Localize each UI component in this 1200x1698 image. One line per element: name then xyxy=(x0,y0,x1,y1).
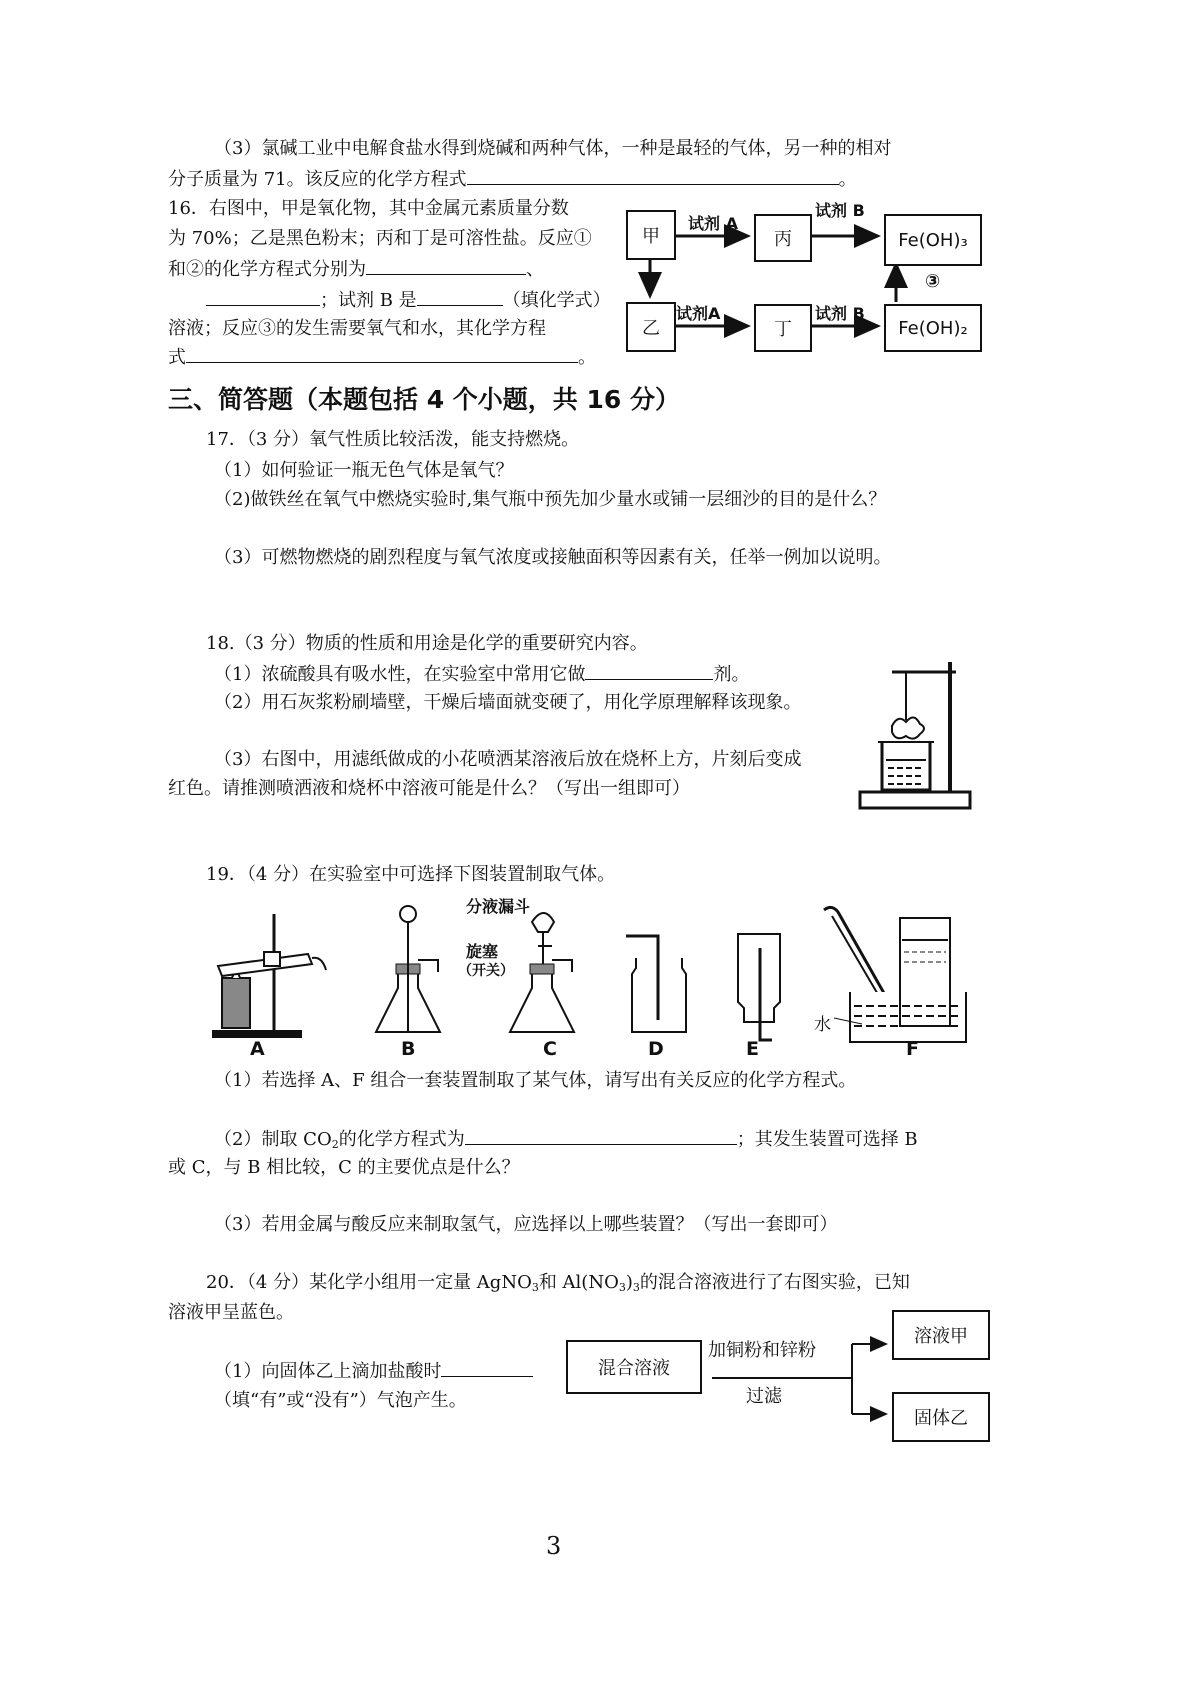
box-bing: 丙 xyxy=(754,214,812,262)
q19-part2-text3: ；其发生装置可选择 B xyxy=(736,1129,918,1150)
q19-stem: 19．（4 分）在实验室中可选择下图装置制取气体。 xyxy=(206,864,616,885)
label-reagent-b-top: 试剂 B xyxy=(815,201,865,220)
box-feoh2: Fe(OH)₂ xyxy=(884,304,982,352)
label-reagent-b-bottom: 试剂 B xyxy=(815,304,865,323)
q18-part3-line1: （3）右图中，用滤纸做成的小花喷洒某溶液后放在烧杯上方，片刻后变成 xyxy=(214,749,802,770)
label-water: 水 xyxy=(814,1015,831,1035)
page-number: 3 xyxy=(546,1532,562,1560)
label-reaction-3: ③ xyxy=(925,271,941,292)
q18-part3-line2: 红色。请推测喷洒液和烧杯中溶液可能是什么？（写出一组即可） xyxy=(168,778,690,799)
q19-part2-text2: 的化学方程式为 xyxy=(338,1129,465,1150)
section-heading: 三、简答题（本题包括 4 个小题，共 16 分） xyxy=(168,385,681,414)
q20-part1-text: （1）向固体乙上滴加盐酸时 xyxy=(214,1361,442,1382)
q15-part3-text: 分子质量为 71。该反应的化学方程式 xyxy=(168,169,467,190)
q16-line2: 为 70%；乙是黑色粉末；丙和丁是可溶性盐。反应① xyxy=(168,228,592,249)
box-solution-jia: 溶液甲 xyxy=(892,1310,990,1360)
q20-stem-text2: 和 Al(NO xyxy=(538,1272,619,1293)
q16-line1: 16．右图中，甲是氧化物，其中金属元素质量分数 xyxy=(168,198,569,219)
q16-line5: 溶液；反应③的发生需要氧气和水，其化学方程 xyxy=(168,318,546,339)
q16-line6-text: 式 xyxy=(168,347,186,368)
period: 。 xyxy=(838,169,857,190)
q17-part2: （2)做铁丝在氧气中燃烧实验时,集气瓶中预先加少量水或铺一层细沙的目的是什么？ xyxy=(214,489,887,510)
q17-part3: （3）可燃物燃烧的剧烈程度与氧气浓度或接触面积等因素有关，任举一例加以说明。 xyxy=(214,547,892,568)
box-mixed-solution: 混合溶液 xyxy=(566,1340,702,1394)
apparatus-label-e: E xyxy=(746,1038,759,1060)
box-yi: 乙 xyxy=(626,302,676,352)
q20-stem-text4: 的混合溶液进行了右图实验，已知 xyxy=(639,1272,910,1293)
label-add-cu-zn: 加铜粉和锌粉 xyxy=(708,1340,816,1361)
box-solid-yi: 固体乙 xyxy=(892,1392,990,1442)
subscript: 2 xyxy=(331,1138,339,1151)
subscript: 3 xyxy=(531,1281,539,1294)
apparatus-label-c: C xyxy=(543,1038,557,1060)
q20-part1-line2: （填“有”或“没有”）气泡产生。 xyxy=(214,1390,467,1411)
label-separatory-funnel: 分液漏斗 xyxy=(466,897,531,916)
box-feoh3: Fe(OH)₃ xyxy=(884,214,982,266)
q17-part1: （1）如何验证一瓶无色气体是氧气？ xyxy=(214,460,514,481)
apparatus-label-d: D xyxy=(648,1038,664,1060)
subscript: 3 xyxy=(618,1281,626,1294)
apparatus-label-f: F xyxy=(906,1038,919,1060)
label-stopcock: 旋塞 xyxy=(466,942,499,961)
separator: 、 xyxy=(526,259,544,280)
q18-stem: 18.（3 分）物质的性质和用途是化学的重要研究内容。 xyxy=(206,633,648,654)
q16-line4-text: ；试剂 B 是 xyxy=(320,290,417,311)
apparatus-label-b: B xyxy=(401,1038,416,1060)
q19-part2-text: （2）制取 CO xyxy=(214,1129,332,1150)
q19-part2-line2: 或 C，与 B 相比较，C 的主要优点是什么？ xyxy=(168,1157,520,1178)
subscript: 3 xyxy=(632,1281,640,1294)
q16-line3-text: 和②的化学方程式分别为 xyxy=(168,259,366,280)
q19-part1: （1）若选择 A、F 组合一套装置制取了某气体，请写出有关反应的化学方程式。 xyxy=(214,1070,857,1091)
label-filter: 过滤 xyxy=(746,1386,782,1407)
q16-line4-hint: （填化学式） xyxy=(502,290,611,311)
box-ding: 丁 xyxy=(754,304,812,352)
q15-part3-line1: （3）氯碱工业中电解食盐水得到烧碱和两种气体，一种是最轻的气体，另一种的相对 xyxy=(214,138,892,159)
q18-part1-text: （1）浓硫酸具有吸水性，在实验室中常用它做 xyxy=(214,664,586,685)
q20-stem-text3: ) xyxy=(625,1272,633,1293)
label-reagent-a-bottom: 试剂A xyxy=(676,304,721,323)
period: 。 xyxy=(578,347,596,368)
label-reagent-a-top: 试剂 A xyxy=(688,214,738,233)
box-jia: 甲 xyxy=(626,210,676,260)
q20-stem-text: 20．（4 分）某化学小组用一定量 AgNO xyxy=(206,1272,532,1293)
q17-stem: 17．（3 分）氧气性质比较活泼，能支持燃烧。 xyxy=(206,429,580,450)
q19-part3: （3）若用金属与酸反应来制取氢气，应选择以上哪些装置？（写出一套即可） xyxy=(214,1214,838,1235)
q18-part2: （2）用石灰浆粉刷墙壁，干燥后墙面就变硬了，用化学原理解释该现象。 xyxy=(214,692,802,713)
apparatus-label-a: A xyxy=(250,1038,265,1060)
q18-part1-suffix: 剂。 xyxy=(713,664,750,685)
label-switch: （开关） xyxy=(458,963,514,979)
q20-stem-line2: 溶液甲呈蓝色。 xyxy=(168,1302,294,1323)
